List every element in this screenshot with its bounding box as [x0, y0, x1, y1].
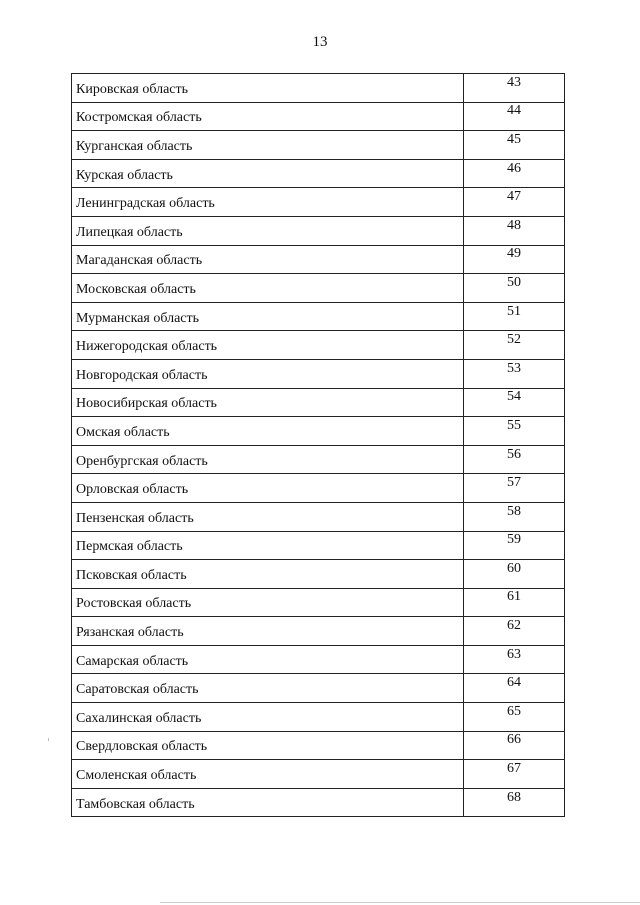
table-row: [72, 531, 565, 560]
region-name-cell: [72, 188, 464, 217]
page-number: 13: [312, 34, 328, 50]
region-name-cell: [72, 388, 464, 417]
region-name-cell: [72, 417, 464, 446]
region-name: Мурманская область: [76, 310, 200, 326]
region-name: Самарская область: [76, 653, 189, 669]
region-code: 47: [507, 189, 521, 205]
region-name: Тамбовская область: [76, 796, 195, 812]
region-code: 68: [507, 789, 521, 805]
region-name: Пермская область: [76, 539, 183, 555]
region-name-cell: [72, 159, 464, 188]
region-name-cell: [72, 703, 464, 732]
region-code-cell: [464, 102, 565, 131]
region-code-cell: [464, 760, 565, 789]
region-code-cell: [464, 359, 565, 388]
region-name: Нижегородская область: [76, 339, 218, 355]
region-name-cell: [72, 274, 464, 303]
region-name: Кировская область: [76, 81, 189, 97]
region-code: 53: [507, 360, 521, 376]
region-code-cell: [464, 502, 565, 531]
table-row: [72, 388, 565, 417]
table-row: [72, 788, 565, 817]
region-name: Омская область: [76, 424, 170, 440]
table-row: [72, 188, 565, 217]
region-name-cell: [72, 74, 464, 103]
region-name-cell: [72, 645, 464, 674]
table-row: [72, 331, 565, 360]
region-code: 65: [507, 703, 521, 719]
table-row: [72, 102, 565, 131]
region-name: Курская область: [76, 167, 173, 183]
region-name-cell: [72, 760, 464, 789]
table-row: [72, 645, 565, 674]
region-code: 64: [507, 675, 521, 691]
region-name-cell: [72, 445, 464, 474]
region-name: Саратовская область: [76, 682, 199, 698]
region-code-cell: [464, 331, 565, 360]
region-name-cell: [72, 531, 464, 560]
region-code-cell: [464, 788, 565, 817]
region-code-cell: [464, 159, 565, 188]
table-row: [72, 216, 565, 245]
region-name-cell: [72, 788, 464, 817]
scan-edge-line: [160, 902, 640, 903]
region-name: Магаданская область: [76, 253, 203, 269]
region-name: Липецкая область: [76, 224, 183, 240]
table-row: [72, 502, 565, 531]
table-body: [72, 74, 565, 817]
region-code: 44: [507, 103, 521, 119]
table-row: [72, 617, 565, 646]
region-code-cell: [464, 445, 565, 474]
region-code: 45: [507, 131, 521, 147]
region-name: Курганская область: [76, 138, 193, 154]
region-code: 48: [507, 217, 521, 233]
table-row: [72, 245, 565, 274]
region-code-cell: [464, 74, 565, 103]
region-code: 54: [507, 389, 521, 405]
region-name: Новгородская область: [76, 367, 208, 383]
table-row: [72, 474, 565, 503]
table-row: [72, 560, 565, 589]
region-name-cell: [72, 359, 464, 388]
region-name: Сахалинская область: [76, 710, 202, 726]
region-code-cell: [464, 216, 565, 245]
table-row: [72, 588, 565, 617]
region-name-cell: [72, 674, 464, 703]
table-row: [72, 703, 565, 732]
scan-mark: [48, 738, 49, 741]
region-name: Ленинградская область: [76, 196, 215, 212]
region-name: Свердловская область: [76, 739, 208, 755]
table-row: [72, 760, 565, 789]
region-name: Костромская область: [76, 110, 202, 126]
region-code: 63: [507, 646, 521, 662]
region-code: 46: [507, 160, 521, 176]
region-code: 58: [507, 503, 521, 519]
region-code: 52: [507, 332, 521, 348]
region-code: 61: [507, 589, 521, 605]
region-name-cell: [72, 245, 464, 274]
region-name-cell: [72, 502, 464, 531]
region-name: Псковская область: [76, 567, 187, 583]
table-row: [72, 302, 565, 331]
region-code-cell: [464, 474, 565, 503]
region-name-cell: [72, 588, 464, 617]
region-code-cell: [464, 188, 565, 217]
region-code-cell: [464, 560, 565, 589]
region-code-cell: [464, 703, 565, 732]
table-row: [72, 674, 565, 703]
region-code: 56: [507, 446, 521, 462]
region-code-cell: [464, 617, 565, 646]
region-code-cell: [464, 388, 565, 417]
region-code-cell: [464, 131, 565, 160]
region-code: 62: [507, 618, 521, 634]
region-name-cell: [72, 331, 464, 360]
region-code: 66: [507, 732, 521, 748]
region-name-cell: [72, 560, 464, 589]
region-name-cell: [72, 102, 464, 131]
table-row: [72, 131, 565, 160]
table-row: [72, 274, 565, 303]
region-name-cell: [72, 731, 464, 760]
region-code-cell: [464, 531, 565, 560]
region-code-table: [71, 73, 565, 817]
region-name: Рязанская область: [76, 625, 184, 641]
region-code-cell: [464, 674, 565, 703]
table-row: [72, 159, 565, 188]
table-row: [72, 731, 565, 760]
region-name: Орловская область: [76, 482, 189, 498]
region-code-cell: [464, 417, 565, 446]
region-name-cell: [72, 474, 464, 503]
region-code: 55: [507, 417, 521, 433]
region-code-cell: [464, 731, 565, 760]
region-code: 59: [507, 532, 521, 548]
table-row: [72, 417, 565, 446]
region-name: Смоленская область: [76, 768, 197, 784]
table-row: [72, 74, 565, 103]
region-name-cell: [72, 216, 464, 245]
region-code-cell: [464, 274, 565, 303]
region-name-cell: [72, 131, 464, 160]
region-code-cell: [464, 245, 565, 274]
region-code: 67: [507, 761, 521, 777]
region-code: 60: [507, 560, 521, 576]
region-code: 50: [507, 274, 521, 290]
region-name-cell: [72, 617, 464, 646]
region-code: 51: [507, 303, 521, 319]
table-row: [72, 445, 565, 474]
region-name: Московская область: [76, 281, 196, 297]
region-name: Оренбургская область: [76, 453, 208, 469]
region-code-cell: [464, 302, 565, 331]
region-code-cell: [464, 645, 565, 674]
region-name: Пензенская область: [76, 510, 194, 526]
region-name: Новосибирская область: [76, 396, 217, 412]
region-name-cell: [72, 302, 464, 331]
region-name: Ростовская область: [76, 596, 192, 612]
region-code: 49: [507, 246, 521, 262]
region-code-cell: [464, 588, 565, 617]
region-code: 57: [507, 475, 521, 491]
region-code: 43: [507, 74, 521, 90]
table-row: [72, 359, 565, 388]
